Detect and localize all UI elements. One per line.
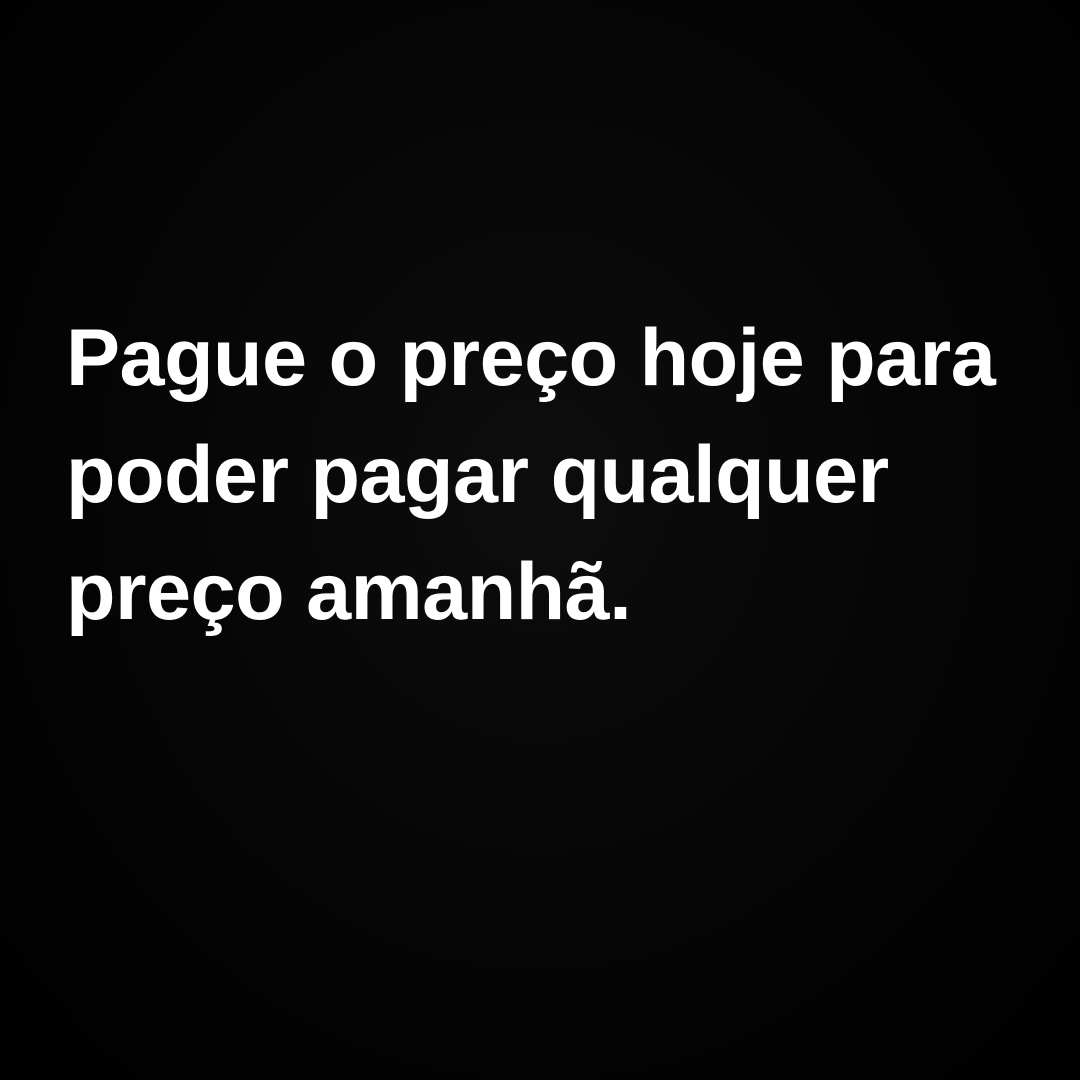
quote-line-3: preço amanhã.	[66, 547, 632, 637]
quote-line-1: Pague o preço hoje para	[66, 313, 996, 403]
quote-line-2: poder pagar qualquer	[66, 430, 889, 520]
quote-text	[66, 300, 1026, 651]
